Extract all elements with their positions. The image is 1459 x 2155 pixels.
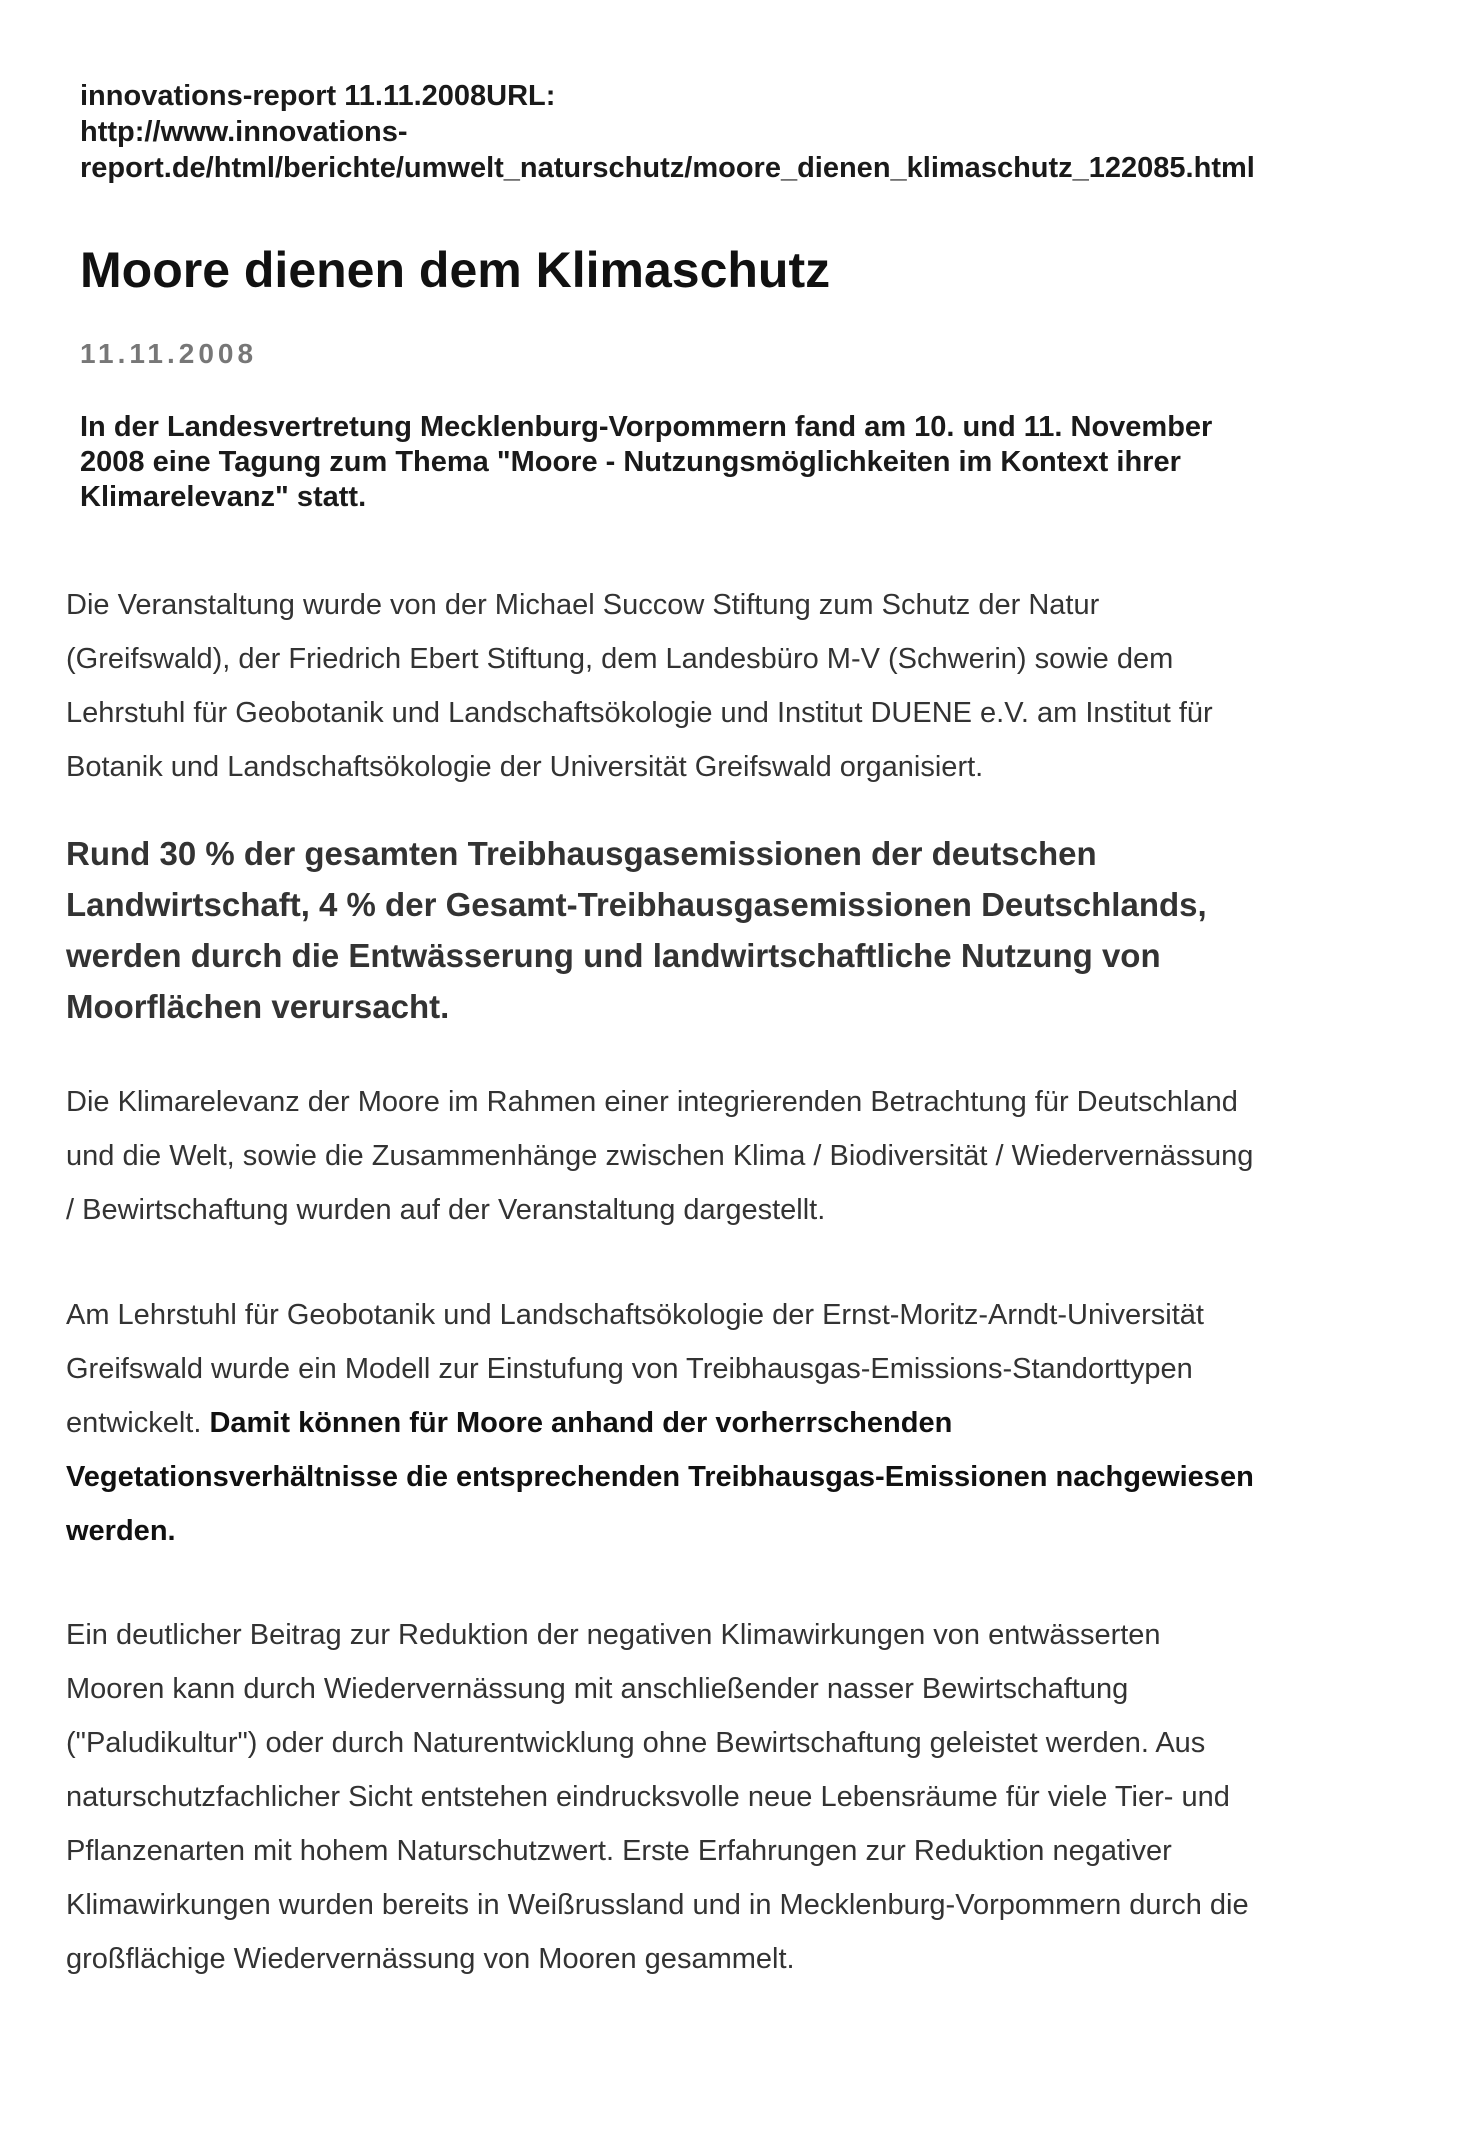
paragraph-bold-text: Vegetationsverhältnisse die entsprechenden Treibhausgas-Emissionen nachgewiesen [66,1461,1254,1493]
lead-line: Klimarelevanz" statt. [80,481,367,513]
paragraph-rewetting [66,1608,1386,1986]
highlight-line: Moorflächen verursacht. [66,988,450,1025]
highlight-line: Landwirtschaft, 4 % der Gesamt-Treibhausgasemissionen Deutschlands, [66,886,1207,923]
source-url-line: report.de/html/berichte/umwelt_naturschutz/moore_dienen_klimaschutz_122085.html [80,152,1255,184]
paragraph-line: und die Welt, sowie die Zusammenhänge zwischen Klima / Biodiversität / Wiedervernässung [66,1140,1254,1172]
paragraph-line-mixed [66,1396,1386,1450]
paragraph-line: (Greifswald), der Friedrich Ebert Stiftung, dem Landesbüro M-V (Schwerin) sowie dem [66,643,1174,675]
source-url-line: http://www.innovations- [80,116,408,148]
highlight-line: Rund 30 % der gesamten Treibhausgasemissionen der deutschen [66,835,1097,872]
paragraph-climate-relevance [66,1075,1386,1237]
paragraph-line: Klimawirkungen wurden bereits in Weißrussland und in Mecklenburg-Vorpommern durch die [66,1889,1249,1921]
paragraph-bold-text: Damit können für Moore anhand der vorherrschenden [209,1407,953,1439]
paragraph-line: naturschutzfachlicher Sicht entstehen eindrucksvolle neue Lebensräume für viele Tier- und [66,1781,1230,1813]
paragraph-line: Am Lehrstuhl für Geobotanik und Landschaftsökologie der Ernst-Moritz-Arndt-Universität [66,1299,1204,1331]
paragraph-line: / Bewirtschaftung wurden auf der Veranstaltung dargestellt. [66,1194,826,1226]
paragraph-line: Die Klimarelevanz der Moore im Rahmen einer integrierenden Betrachtung für Deutschland [66,1086,1238,1118]
paragraph-line [66,1504,1386,1558]
highlight-line: werden durch die Entwässerung und landwirtschaftliche Nutzung von [66,937,1161,974]
paragraph-line: Greifswald wurde ein Modell zur Einstufung von Treibhausgas-Emissions-Standorttypen [66,1353,1193,1385]
paragraph-line: Mooren kann durch Wiedervernässung mit anschließender nasser Bewirtschaftung [66,1673,1129,1705]
source-reference [80,78,1380,186]
paragraph-line: ("Paludikultur") oder durch Naturentwicklung ohne Bewirtschaftung geleistet werden. Aus [66,1727,1206,1759]
paragraph-bold-text: werden. [66,1515,176,1547]
paragraph-line: Botanik und Landschaftsökologie der Universität Greifswald organisiert. [66,751,984,783]
paragraph-line: großflächige Wiedervernässung von Mooren gesammelt. [66,1943,795,1975]
paragraph-text: entwickelt. [66,1407,210,1439]
article-title: Moore dienen dem Klimaschutz [80,242,831,298]
paragraph-line: Lehrstuhl für Geobotanik und Landschaftsökologie und Institut DUENE e.V. am Institut für [66,697,1213,729]
lead-line: 2008 eine Tagung zum Thema "Moore - Nutzungsmöglichkeiten im Kontext ihrer [80,446,1181,478]
source-line: innovations-report 11.11.2008URL: [80,80,556,112]
paragraph-line [66,1450,1386,1504]
paragraph-line: Die Veranstaltung wurde von der Michael Succow Stiftung zum Schutz der Natur [66,589,1100,621]
paragraph-organizers [66,578,1386,794]
paragraph-line: Ein deutlicher Beitrag zur Reduktion der negativen Klimawirkungen von entwässerten [66,1619,1161,1651]
lead-line: In der Landesvertretung Mecklenburg-Vorpommern fand am 10. und 11. November [80,411,1213,443]
highlight-statement [66,828,1386,1032]
paragraph-model [66,1288,1386,1558]
paragraph-line: Pflanzenarten mit hohem Naturschutzwert. Erste Erfahrungen zur Reduktion negativer [66,1835,1172,1867]
article-date: 11.11.2008 [80,338,258,369]
article-lead [80,410,1330,515]
